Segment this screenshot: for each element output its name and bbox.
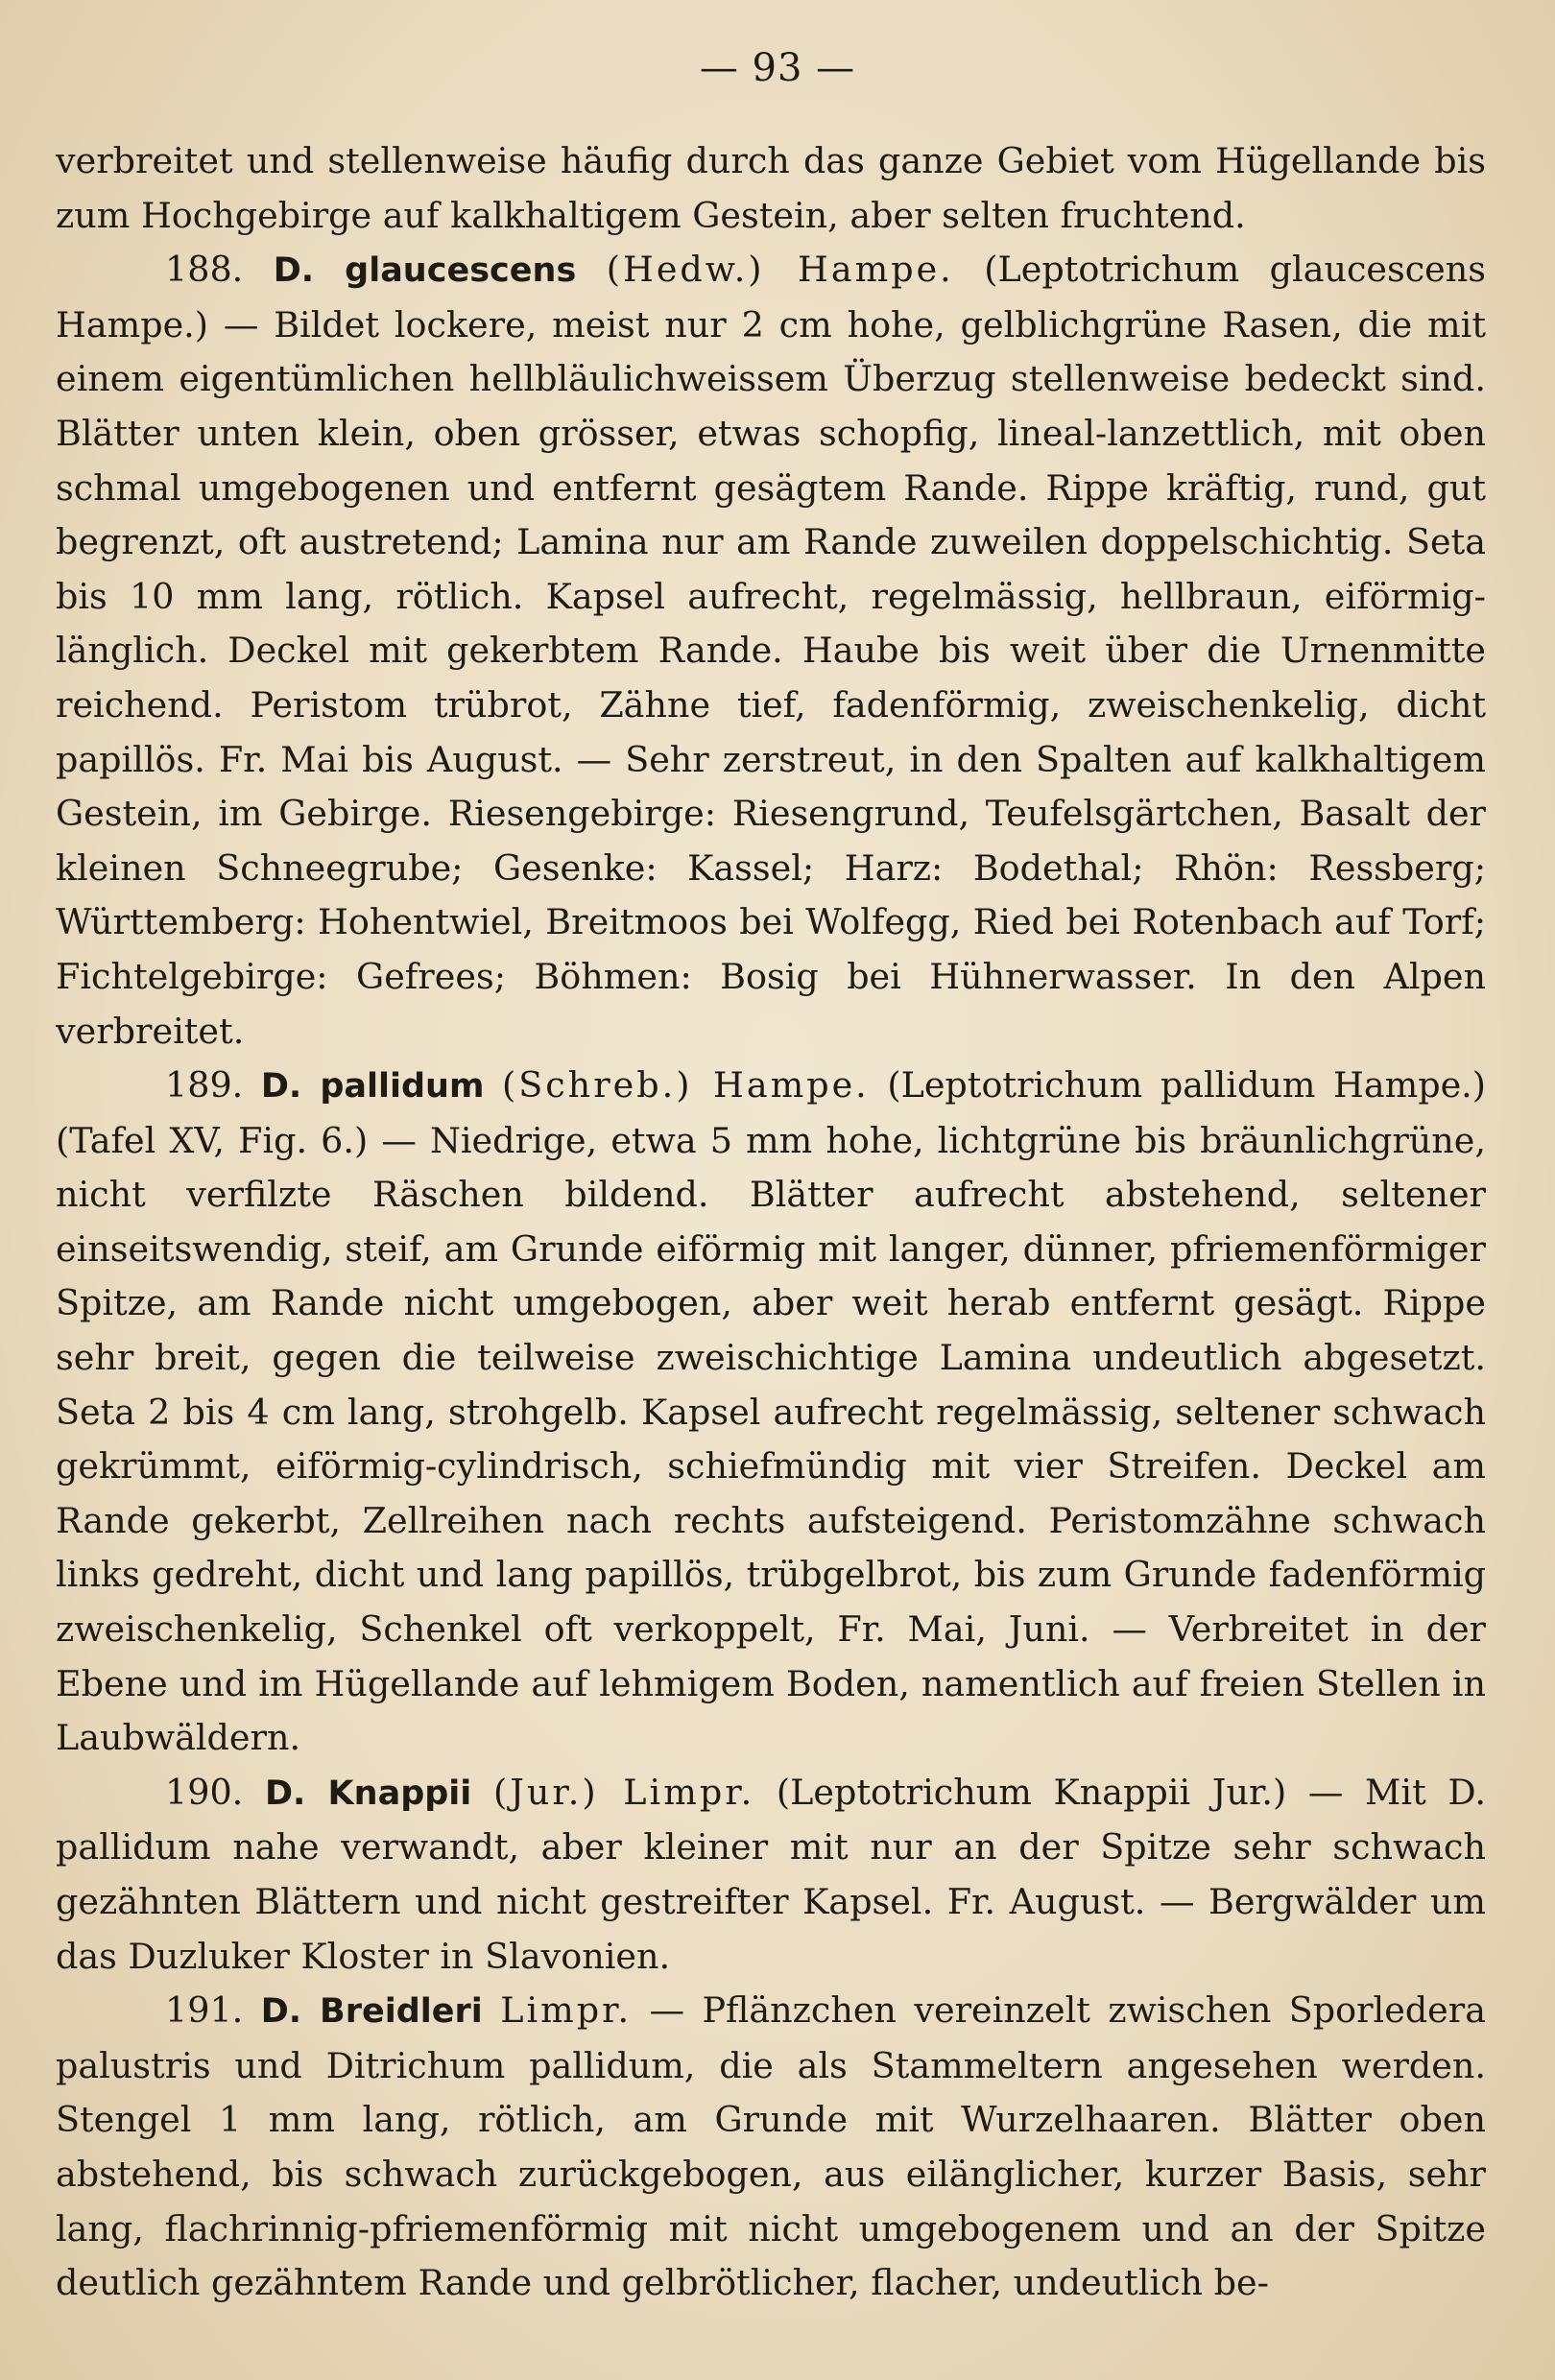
species-name: D. Breidleri: [260, 1992, 483, 2032]
species-description: (Leptotrichum glaucescens Hampe.) — Bildet lockere, meist nur 2 cm hohe, gelblichgrüne Rasen, die mit einem eigentümlichen hellbläulichweissem Überzug stellenweise bedeckt sind. Blätter unten klein, oben grösser, etwas schopfig, lineal-lanzettlich, mit oben schmal umgebogenen und entfernt gesägtem Rande. Rippe kräftig, rund, gut begrenzt, oft austretend; Lamina nur am Rande zuweilen doppelschichtig. Seta bis 10 mm lang, rötlich. Kapsel aufrecht, regelmässig, hellbraun, eiförmig-länglich. Deckel mit gekerbtem Rande. Haube bis weit über die Urnenmitte reichend. Peristom trübrot, Zähne tief, fadenförmig, zweischenkelig, dicht papillös. Fr. Mai bis August. — Sehr zerstreut, in den Spalten auf kalkhaltigem Gestein, im Gebirge. Riesengebirge: Riesengrund, Teufelsgärtchen, Basalt der kleinen Schneegrube; Gesenke: Kassel; Harz: Bodethal; Rhön: Ressberg; Württemberg: Hohentwiel, Breitmoos bei Wolfegg, Ried bei Rotenbach auf Torf; Fichtelgebirge: Gefrees; Böhmen: Bosig bei Hühnerwasser. In den Alpen verbreitet.: [56, 249, 1487, 1052]
species-description: (Leptotrichum Knappii Jur.) — Mit D. pallidum nahe verwandt, aber kleiner mit nur an der Spitze sehr schwach gezähnten Blättern und nicht gestreifter Kapsel. Fr. August. — Bergwälder um das Duzluker Kloster in Slavonien.: [56, 1771, 1486, 1977]
species-name: D. glaucescens: [273, 251, 577, 291]
species-name: D. pallidum: [260, 1067, 485, 1107]
paragraph-continuation: [56, 134, 1486, 243]
species-description: — Pflänzchen vereinzelt zwischen Sporledera palustris und Ditrichum pallidum, die als Stammeltern angesehen werden. Stengel 1 mm lang, rötlich, am Grunde mit Wurzelhaaren. Blätter oben abstehend, bis schwach zurückgebogen, aus eilänglicher, kurzer Basis, sehr lang, flachrinnig-pfriemenförmig mit nicht umgebogenem und an der Spitze deutlich gezähntem Rande und gelbrötlicher, flacher, undeutlich be-: [56, 1989, 1486, 2304]
species-author: (Schreb.) Hampe.: [502, 1064, 870, 1107]
species-entry-188: [56, 243, 1486, 1059]
species-name: D. Knappii: [264, 1773, 472, 1813]
species-author: (Hedw.) Hampe.: [606, 249, 954, 291]
entry-number: 191.: [165, 1989, 244, 2032]
species-entry-190: [56, 1766, 1486, 1984]
species-entry-191: [56, 1984, 1486, 2311]
species-entry-189: [56, 1059, 1486, 1766]
body-text: [56, 134, 1486, 2311]
species-description: (Leptotrichum pallidum Hampe.) (Tafel XV, Fig. 6.) — Niedrige, etwa 5 mm hohe, lichtgrüne bis bräunlichgrüne, nicht verfilzte Räschen bildend. Blätter aufrecht abstehend, seltener einseitswendig, steif, am Grunde eiförmig mit langer, dünner, pfriemenförmiger Spitze, am Rande nicht umgebogen, aber weit herab entfernt gesägt. Rippe sehr breit, gegen die teilweise zweischichtige Lamina undeutlich abgesetzt. Seta 2 bis 4 cm lang, strohgelb. Kapsel aufrecht regelmässig, seltener schwach gekrümmt, eiförmig-cylindrisch, schiefmündig mit vier Streifen. Deckel am Rande gekerbt, Zellreihen nach rechts aufsteigend. Peristomzähne schwach links gedreht, dicht und lang papillös, trübgelbrot, bis zum Grunde fadenförmig zweischenkelig, Schenkel oft verkoppelt, Fr. Mai, Juni. — Verbreitet in der Ebene und im Hügellande auf lehmigem Boden, namentlich auf freien Stellen in Laubwäldern.: [56, 1064, 1487, 1759]
page-number: — 93 —: [699, 46, 856, 90]
entry-number: 188.: [165, 249, 244, 291]
species-author: (Jur.) Limpr.: [492, 1771, 755, 1813]
paragraph-text: verbreitet und stellenweise häufig durch das ganze Gebiet vom Hügellande bis zum Hochgebirge auf kalkhaltigem Gestein, aber selten fruchtend.: [56, 140, 1486, 236]
entry-number: 189.: [165, 1064, 244, 1107]
species-author: Limpr.: [500, 1989, 633, 2032]
entry-number: 190.: [165, 1771, 244, 1813]
